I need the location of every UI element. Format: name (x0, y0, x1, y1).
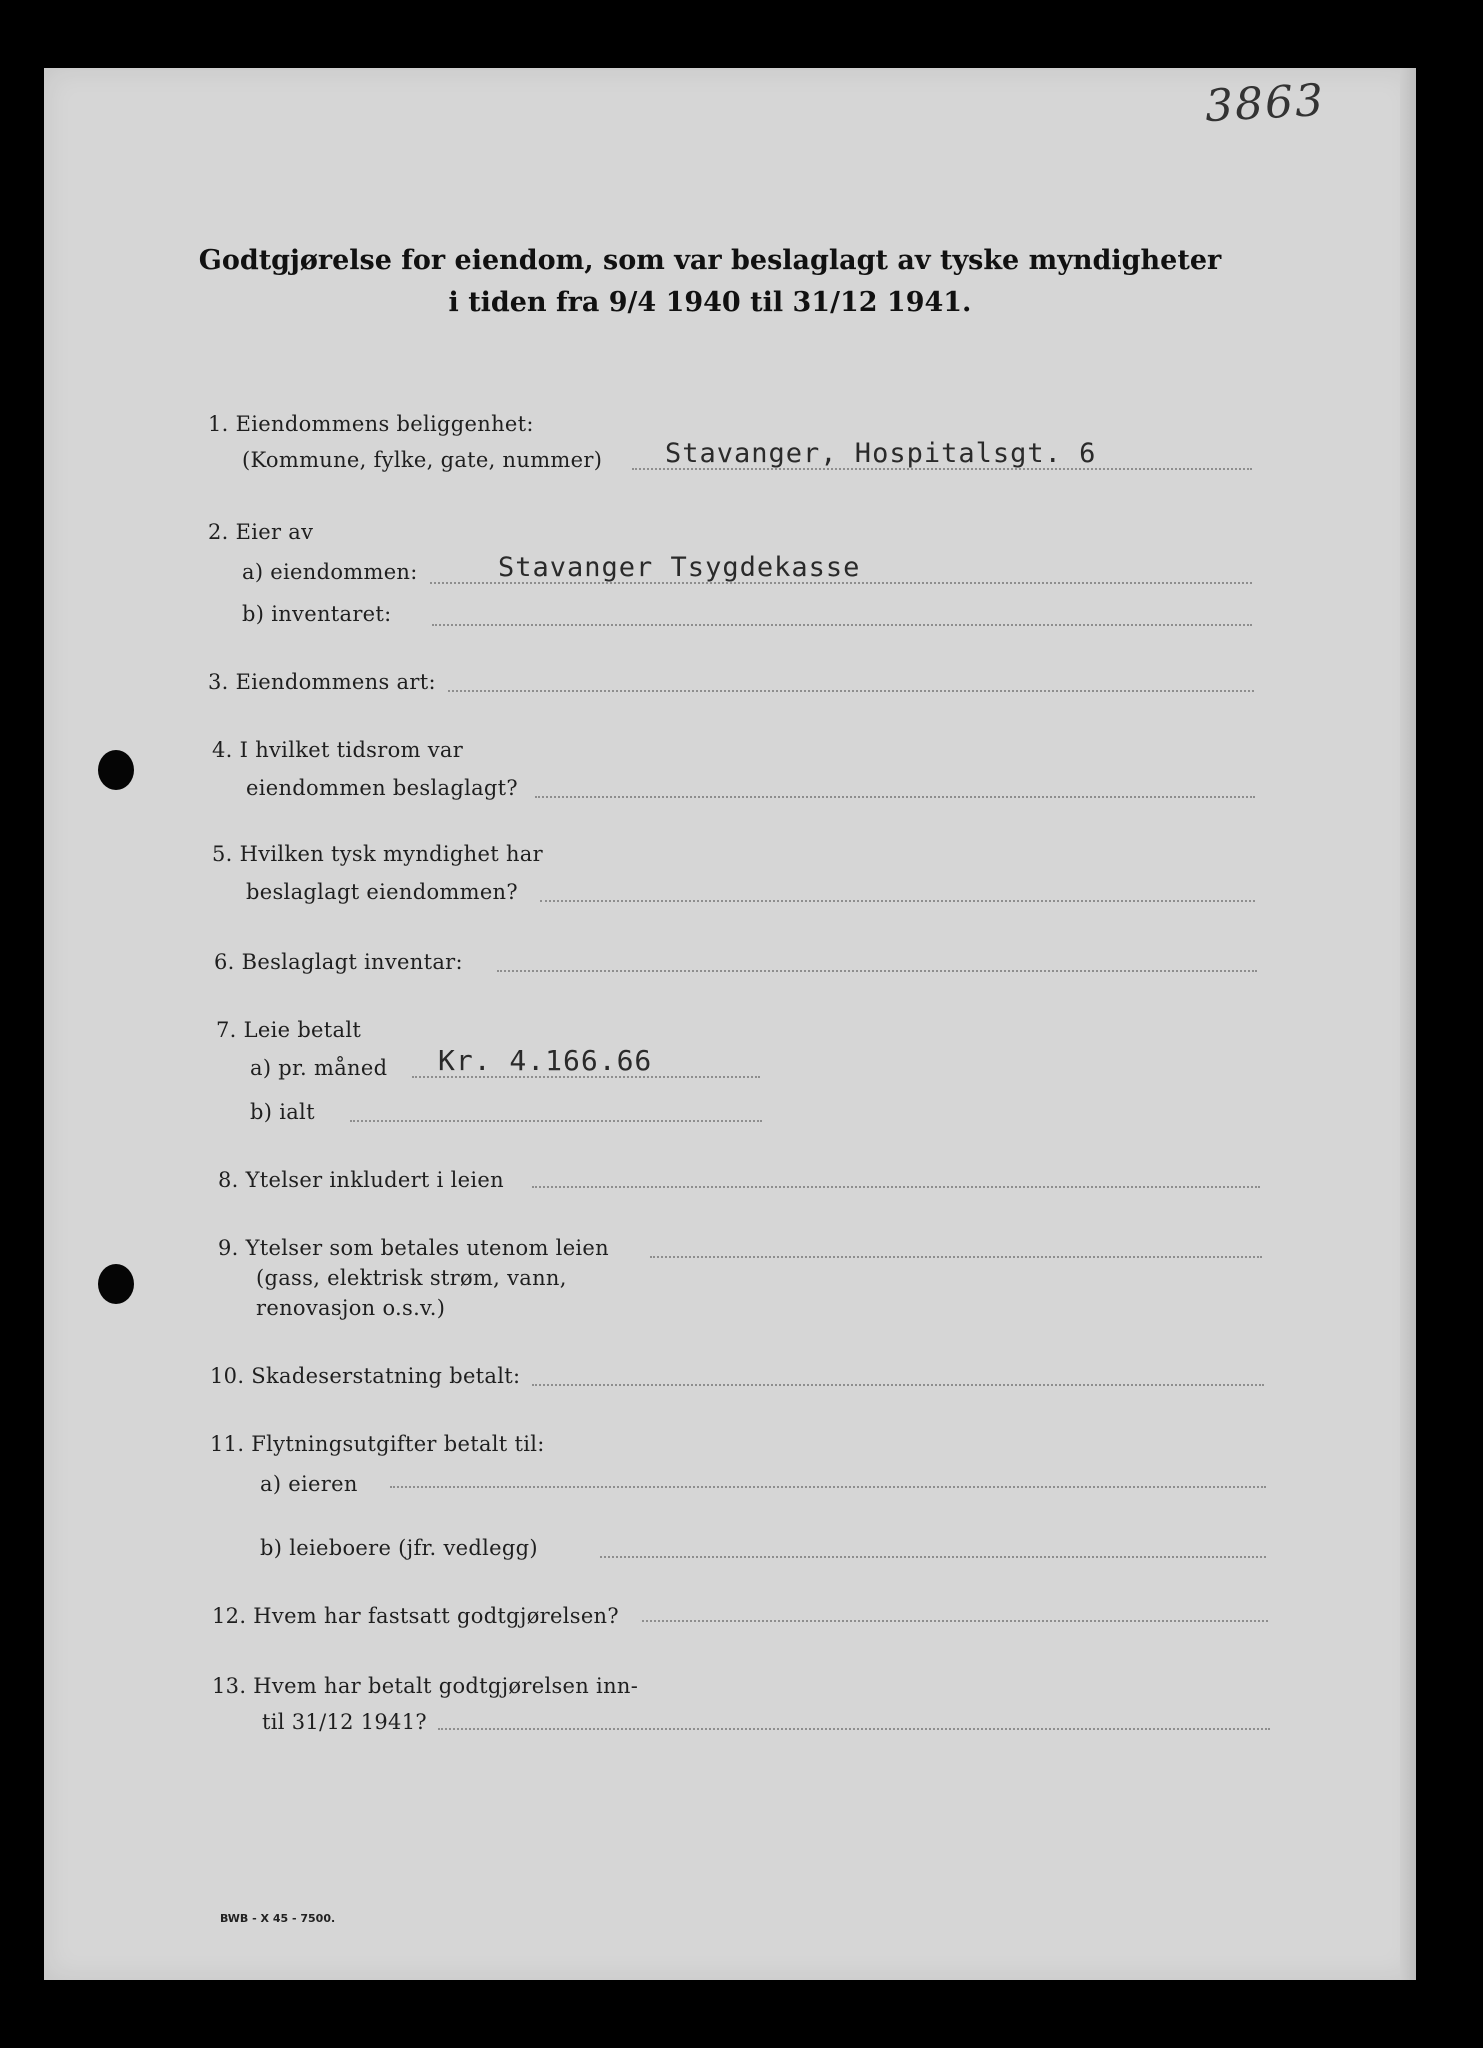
item-13-sub: til 31/12 1941? (262, 1710, 427, 1734)
item-label: Hvem har betalt godtgjørelsen inn- (253, 1674, 639, 1698)
title-line-2: i tiden fra 9/4 1940 til 31/12 1941. (448, 287, 972, 318)
item-4 (212, 738, 463, 762)
archive-number: 3863 (1203, 74, 1327, 133)
print-code: BWB - X 45 - 7500. (220, 1912, 336, 1925)
item-11b-label: b) leieboere (jfr. vedlegg) (260, 1536, 538, 1560)
item-label: Flytningsutgifter betalt til: (251, 1432, 545, 1456)
item-label: Hvem har fastsatt godtgjørelsen? (253, 1604, 619, 1628)
item-7a-label: a) pr. måned (250, 1056, 388, 1080)
answer-line (540, 900, 1255, 902)
item-6 (214, 950, 463, 974)
item-number: 13. (212, 1674, 247, 1698)
answer-line (642, 1620, 1268, 1622)
item-8 (218, 1168, 504, 1192)
answer-location: Stavanger, Hospitalsgt. 6 (665, 438, 1097, 469)
item-4-sub: eiendommen beslaglagt? (246, 776, 518, 800)
item-11 (210, 1432, 545, 1456)
answer-rent: Kr. 4.166.66 (438, 1044, 653, 1077)
item-label: Eiendommens art: (235, 670, 436, 694)
item-13 (212, 1674, 638, 1698)
item-number: 12. (212, 1604, 247, 1628)
item-label: Ytelser som betales utenom leien (245, 1236, 609, 1260)
answer-line (350, 1120, 762, 1122)
item-number: 3. (208, 670, 229, 694)
answer-line (650, 1256, 1262, 1258)
item-12 (212, 1604, 619, 1628)
item-number: 2. (208, 520, 229, 544)
answer-line (448, 690, 1254, 692)
form-title (190, 240, 1230, 324)
item-5-sub: beslaglagt eiendommen? (246, 880, 518, 904)
item-number: 4. (212, 738, 233, 762)
answer-line (532, 1186, 1260, 1188)
answer-line (390, 1486, 1266, 1488)
punch-hole (98, 750, 134, 790)
page-edge (1400, 68, 1416, 1980)
item-label: Leie betalt (243, 1018, 362, 1042)
item-9-sub: (gass, elektrisk strøm, vann, (256, 1266, 567, 1290)
item-3 (208, 670, 436, 694)
item-number: 8. (218, 1168, 239, 1192)
item-label: Skadeserstatning betalt: (251, 1364, 521, 1388)
item-number: 10. (210, 1364, 245, 1388)
item-label: Beslaglagt inventar: (241, 950, 463, 974)
answer-line (600, 1556, 1266, 1558)
item-label: Eier av (235, 520, 314, 544)
item-label: I hvilket tidsrom var (239, 738, 464, 762)
answer-line (535, 796, 1255, 798)
punch-hole (98, 1264, 134, 1304)
answer-line (438, 1728, 1270, 1730)
title-line-1: Godtgjørelse for eiendom, som var beslaglagt av tyske myndigheter (198, 245, 1222, 276)
item-7b-label: b) ialt (250, 1100, 315, 1124)
item-label: Eiendommens beliggenhet: (235, 412, 534, 436)
item-number: 1. (208, 412, 229, 436)
item-9 (218, 1236, 609, 1260)
answer-line (432, 624, 1252, 626)
answer-line (497, 970, 1257, 972)
item-1-sub: (Kommune, fylke, gate, nummer) (242, 448, 603, 472)
item-9-sub: renovasjon o.s.v.) (256, 1296, 446, 1320)
item-number: 11. (210, 1432, 245, 1456)
item-11a-label: a) eieren (260, 1472, 358, 1496)
item-1 (208, 412, 534, 436)
item-number: 9. (218, 1236, 239, 1260)
item-2a-label: a) eiendommen: (242, 560, 418, 584)
answer-owner: Stavanger Tsygdekasse (498, 552, 861, 583)
item-number: 5. (212, 842, 233, 866)
item-number: 6. (214, 950, 235, 974)
answer-line (532, 1384, 1264, 1386)
item-label: Ytelser inkludert i leien (245, 1168, 504, 1192)
item-10 (210, 1364, 520, 1388)
item-number: 7. (216, 1018, 237, 1042)
item-2b-label: b) inventaret: (242, 602, 392, 626)
item-2 (208, 520, 313, 544)
item-label: Hvilken tysk myndighet har (239, 842, 543, 866)
item-5 (212, 842, 543, 866)
item-7 (216, 1018, 361, 1042)
